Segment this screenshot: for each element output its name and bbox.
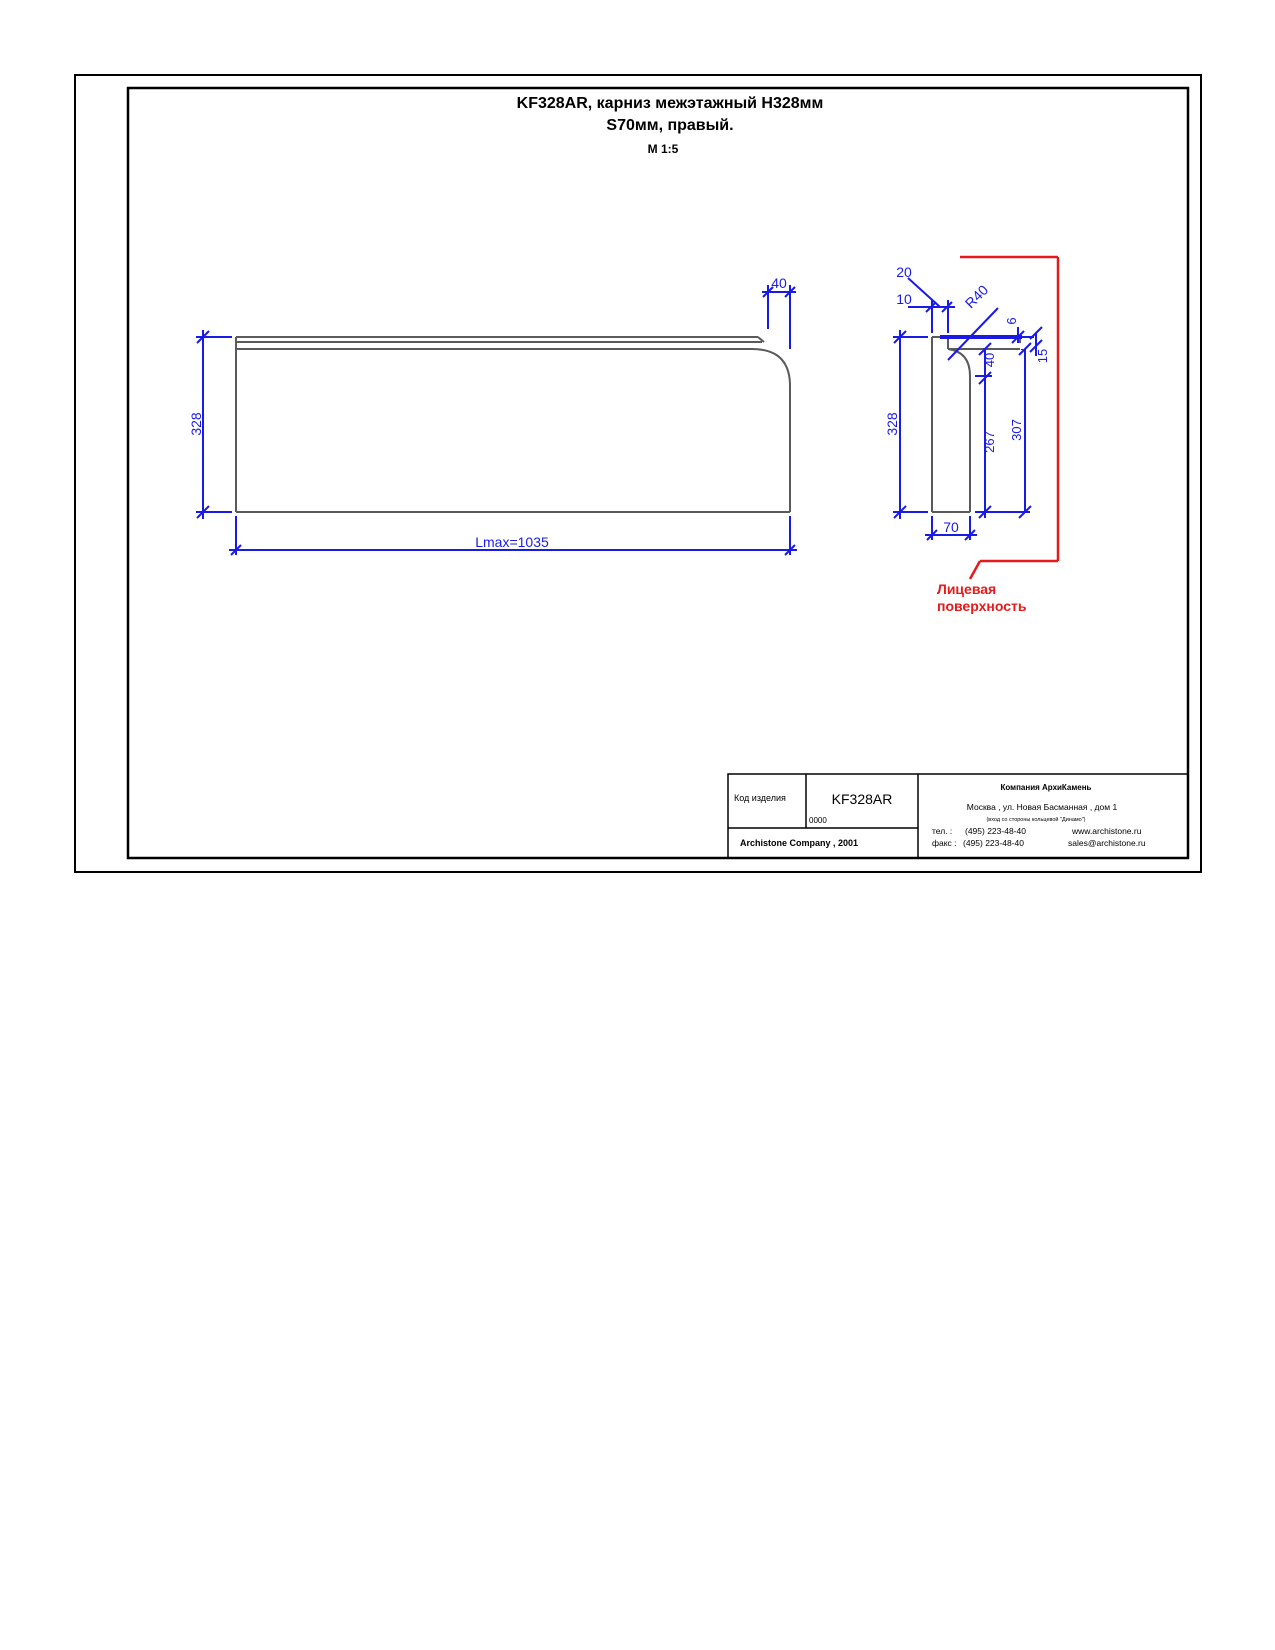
drawing-title: KF328AR, карниз межэтажный H328мм xyxy=(516,95,824,112)
company-address: Москва , ул. Новая Басманная , дом 1 xyxy=(966,802,1118,812)
title-block xyxy=(728,774,1188,858)
front-dim-length: Lmax=1035 xyxy=(475,534,549,550)
inner-frame xyxy=(128,88,1188,858)
face-surface-label: Лицевая xyxy=(937,581,997,597)
section-dim-face-height: 307 xyxy=(1009,419,1024,441)
section-dim-drip: 15 xyxy=(1035,348,1050,364)
phone-value: (495) 223-48-40 xyxy=(965,826,1026,836)
section-view-dimensions xyxy=(893,278,1042,540)
face-surface-label-2: поверхность xyxy=(937,598,1027,614)
fax-label: факс : xyxy=(932,838,957,848)
code-sub: 0000 xyxy=(809,816,827,825)
section-dim-radius-height: 40 xyxy=(982,352,997,368)
front-view xyxy=(188,275,797,555)
code-label: Код изделия xyxy=(734,793,786,803)
section-dim-radius: R40 xyxy=(961,281,992,312)
front-view-dimensions xyxy=(196,285,797,555)
copyright: Archistone Company , 2001 xyxy=(740,838,859,848)
code-value: KF328AR xyxy=(831,791,893,807)
front-view-contour xyxy=(236,337,790,512)
website-link: www.archistone.ru xyxy=(1072,826,1142,836)
drawing-scale: М 1:5 xyxy=(647,142,679,156)
fax-value: (495) 223-48-40 xyxy=(963,838,1024,848)
section-dim-top-thickness: 6 xyxy=(1004,317,1019,325)
section-view-contour xyxy=(932,337,1020,512)
email-link: sales@archistone.ru xyxy=(1068,838,1146,848)
section-dim-top-offset: 20 xyxy=(896,264,912,280)
section-dim-thickness: 70 xyxy=(943,519,959,535)
company-address-note: (вход со стороны кольцевой "Динамо") xyxy=(986,817,1086,823)
section-dim-body-height: 267 xyxy=(982,431,997,453)
front-dim-height: 328 xyxy=(188,412,204,436)
section-dim-ledge: 10 xyxy=(896,291,912,307)
section-view xyxy=(884,257,1058,614)
section-dim-total-height: 328 xyxy=(884,412,900,436)
company-name: Компания АрхиКамень xyxy=(1000,783,1092,792)
front-dim-top: 40 xyxy=(771,275,787,291)
outer-frame xyxy=(75,75,1201,872)
drawing-subtitle: S70мм, правый. xyxy=(606,117,734,134)
phone-label: тел. : xyxy=(932,826,953,836)
